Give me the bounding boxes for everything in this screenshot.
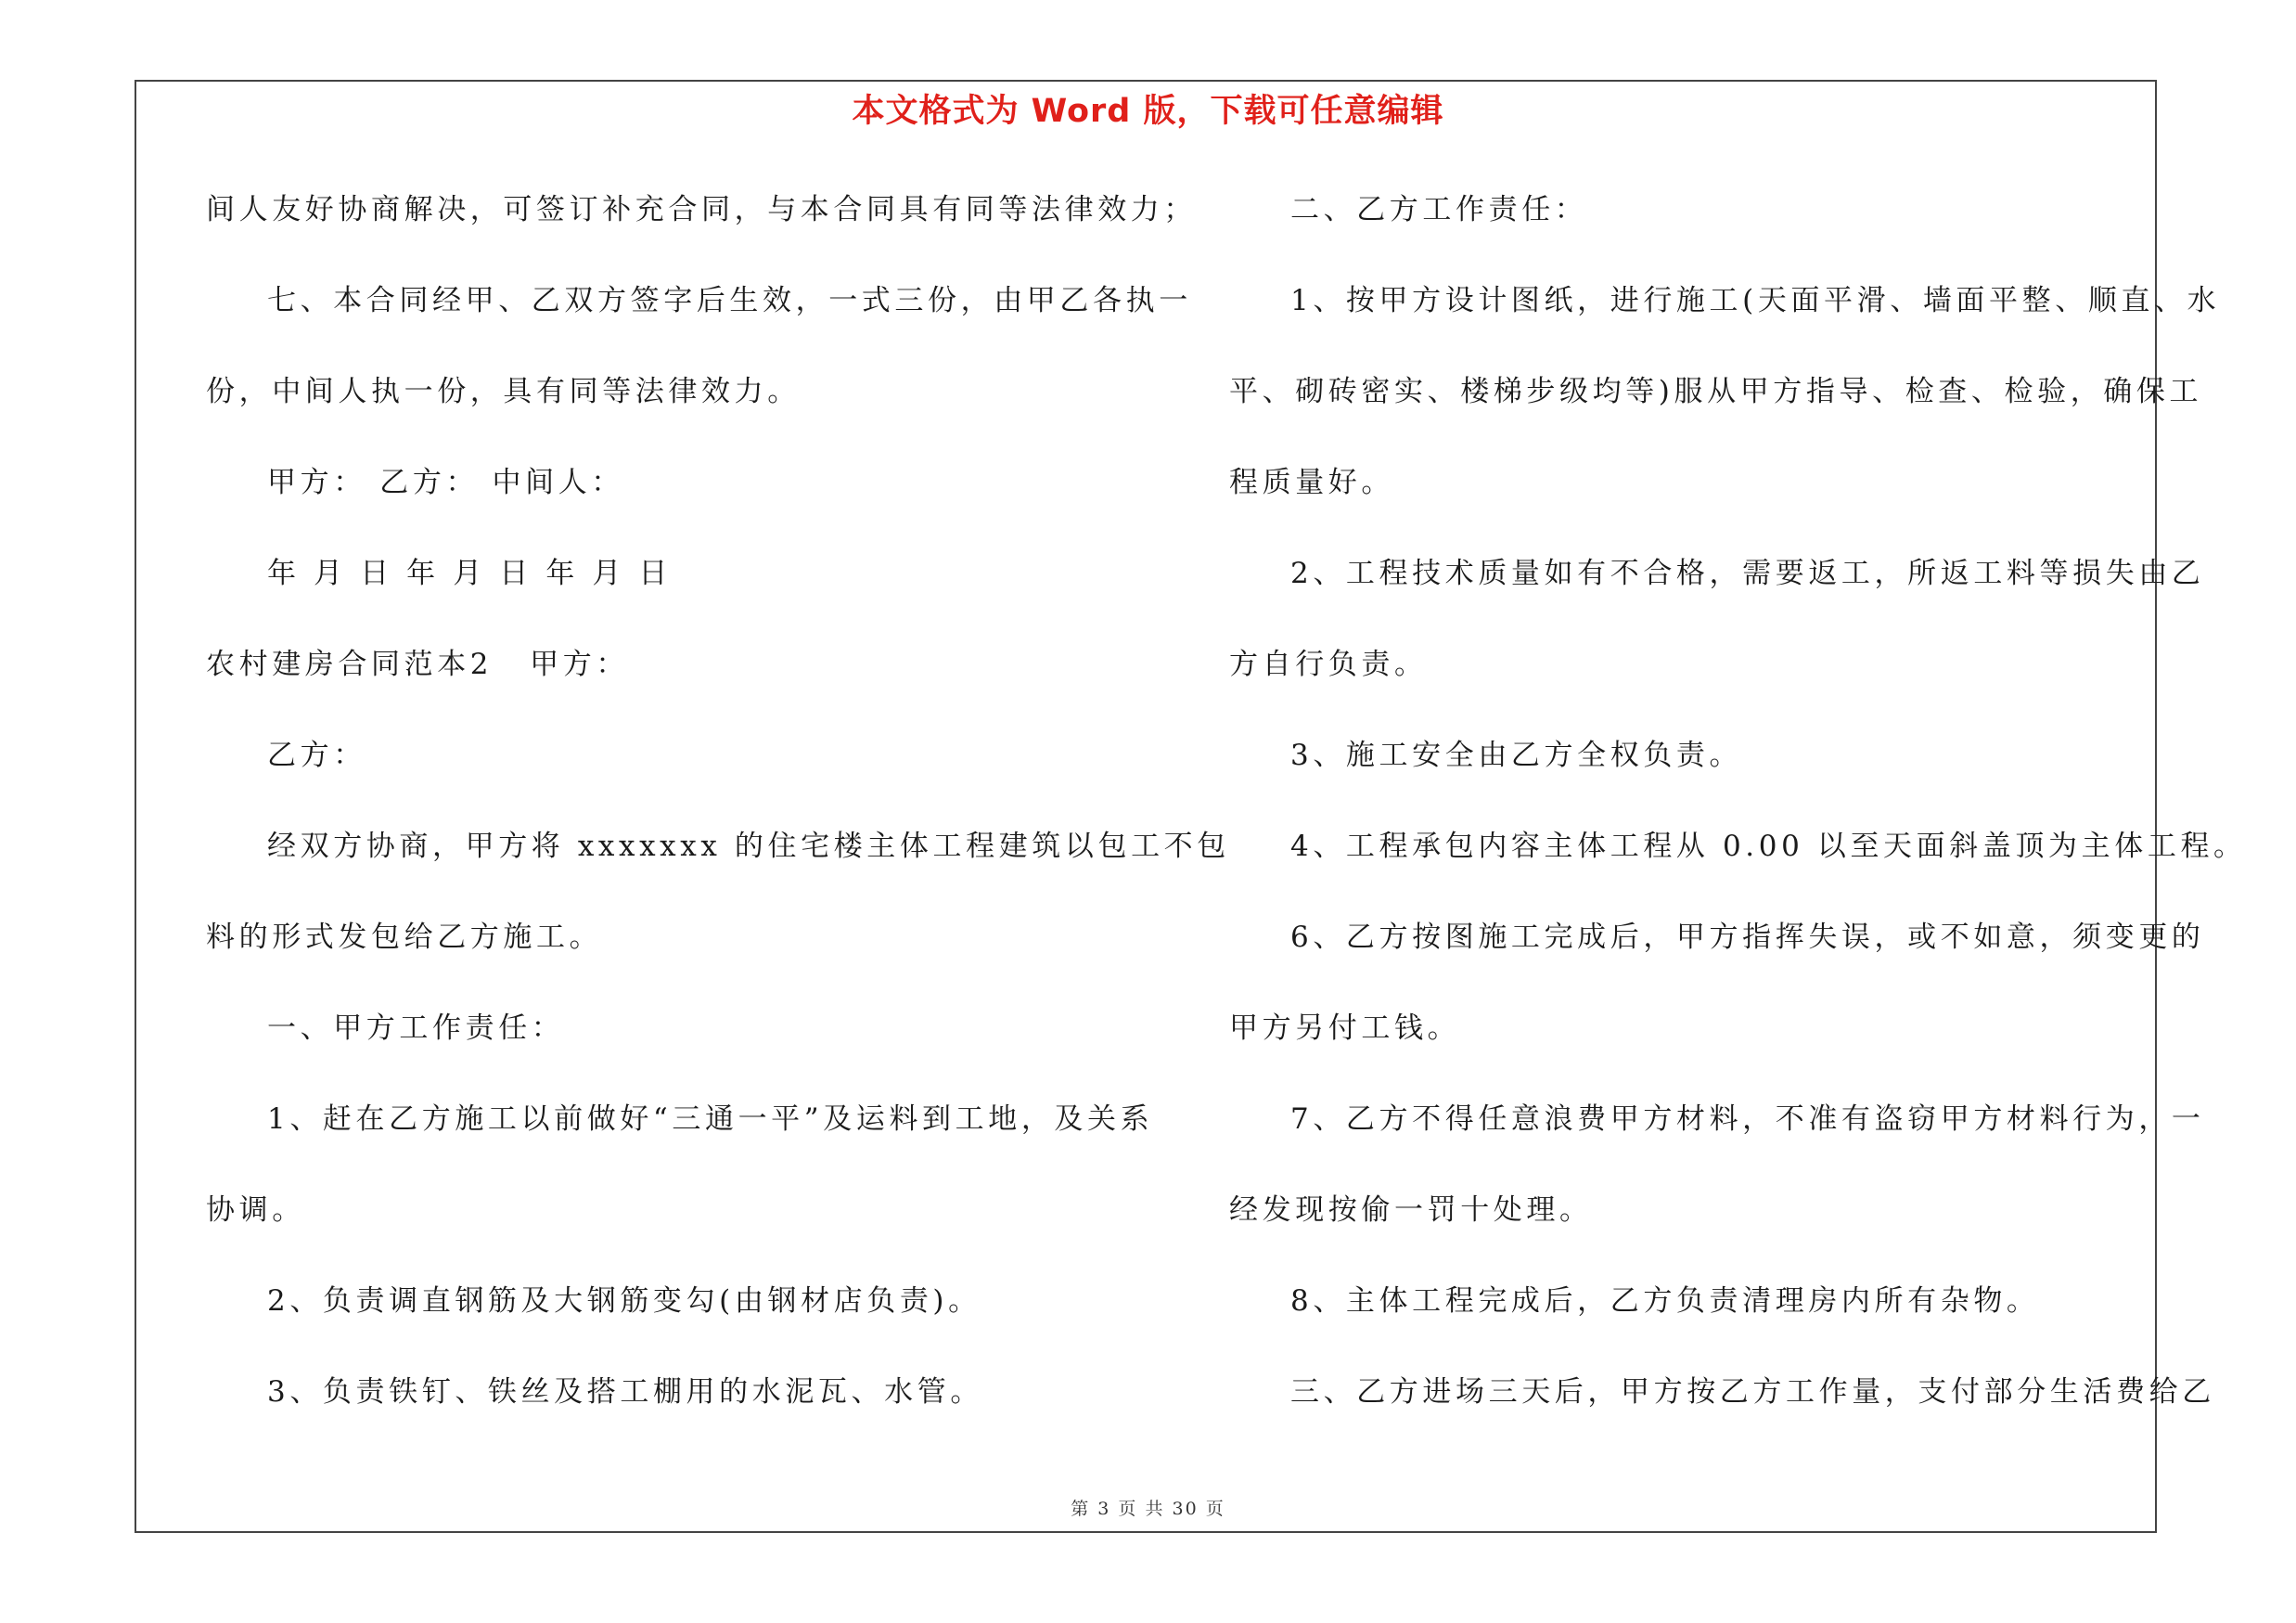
right-line-text: 8、主体工程完成后，乙方负责清理房内所有杂物。 — [1290, 1284, 2040, 1318]
left-paragraph-line — [206, 1273, 1124, 1364]
right-paragraph-line — [1229, 637, 2157, 728]
left-paragraph-line — [206, 546, 1124, 637]
right-paragraph-line — [1229, 909, 2205, 1000]
left-paragraph-line — [206, 1000, 1124, 1091]
right-paragraph-line — [1229, 1273, 2157, 1364]
left-line-text: 一、甲方工作责任： — [267, 1011, 565, 1045]
left-line-text: 七、本合同经甲、乙双方签字后生效，一式三份，由甲乙各执一 — [267, 284, 1192, 317]
right-paragraph-line — [1229, 364, 2203, 455]
right-paragraph-line — [1229, 818, 2247, 909]
left-paragraph-line — [206, 637, 1124, 728]
left-line-text: 年 月 日 年 月 日 年 月 日 — [267, 557, 673, 590]
right-line-text: 7、乙方不得任意浪费甲方材料，不准有盗窃甲方材料行为，一 — [1290, 1102, 2205, 1136]
word-format-banner: 本文格式为 Word 版，下载可任意编辑 — [852, 93, 1444, 130]
right-paragraph-line — [1229, 1000, 2157, 1091]
left-paragraph-line — [206, 273, 1192, 364]
left-line-text: 乙方： — [267, 739, 366, 772]
left-line-text: 甲方： 乙方： 中间人： — [267, 466, 624, 499]
left-paragraph-line — [206, 1364, 1124, 1455]
right-paragraph-line — [1229, 182, 2157, 273]
page-number-footer: 第 3 页 共 30 页 — [1071, 1499, 1225, 1519]
right-paragraph-line — [1229, 546, 2205, 637]
right-line-text: 程质量好。 — [1229, 466, 1394, 499]
right-column — [1229, 182, 2247, 1455]
left-line-text: 间人友好协商解决，可签订补充合同，与本合同具有同等法律效力； — [206, 193, 1197, 226]
left-line-text: 3、负责铁钉、铁丝及搭工棚用的水泥瓦、水管。 — [267, 1375, 983, 1409]
left-line-text: 料的形式发包给乙方施工。 — [206, 921, 603, 954]
right-paragraph-line — [1229, 728, 2157, 818]
left-paragraph-line — [206, 728, 1124, 818]
left-paragraph-line — [206, 909, 1124, 1000]
left-line-text: 2、负责调直钢筋及大钢筋变勾(由钢材店负责)。 — [267, 1284, 981, 1318]
left-paragraph-line — [206, 182, 1197, 273]
right-paragraph-line — [1229, 1091, 2205, 1182]
left-paragraph-line — [206, 364, 1124, 455]
left-paragraph-line — [206, 1091, 1154, 1182]
left-line-text: 份，中间人执一份，具有同等法律效力。 — [206, 375, 801, 408]
right-line-text: 甲方另付工钱。 — [1229, 1011, 1461, 1045]
right-paragraph-line — [1229, 1364, 2215, 1455]
left-line-text: 1、赶在乙方施工以前做好“三通一平”及运料到工地，及关系 — [267, 1102, 1154, 1136]
right-line-text: 方自行负责。 — [1229, 648, 1428, 681]
right-line-text: 6、乙方按图施工完成后，甲方指挥失误，或不如意，须变更的 — [1290, 921, 2205, 954]
right-line-text: 2、工程技术质量如有不合格，需要返工，所返工料等损失由乙 — [1290, 557, 2205, 590]
left-line-text: 协调。 — [206, 1193, 305, 1227]
left-line-text: 农村建房合同范本2 — [206, 648, 494, 681]
left-paragraph-line — [206, 1182, 1124, 1273]
right-line-text: 3、施工安全由乙方全权负责。 — [1290, 739, 1743, 772]
left-column — [206, 182, 1230, 1455]
right-line-text: 1、按甲方设计图纸，进行施工(天面平滑、墙面平整、顺直、水 — [1290, 284, 2221, 317]
left-paragraph-line — [206, 818, 1230, 909]
right-line-text: 三、乙方进场三天后，甲方按乙方工作量，支付部分生活费给乙 — [1290, 1375, 2215, 1409]
right-line-text: 经发现按偷一罚十处理。 — [1229, 1193, 1593, 1227]
right-paragraph-line — [1229, 273, 2221, 364]
right-line-text: 平、砌砖密实、楼梯步级均等)服从甲方指导、检查、检验，确保工 — [1229, 375, 2203, 408]
left-line-text: 经双方协商，甲方将 xxxxxxx 的住宅楼主体工程建筑以包工不包 — [267, 830, 1230, 863]
right-line-text: 4、工程承包内容主体工程从 0.00 以至天面斜盖顶为主体工程。 — [1290, 830, 2247, 863]
left-line-extra-text: 甲方： — [530, 648, 629, 681]
left-paragraph-line — [206, 455, 1124, 546]
right-paragraph-line — [1229, 1182, 2157, 1273]
right-paragraph-line — [1229, 455, 2157, 546]
right-line-text: 二、乙方工作责任： — [1290, 193, 1588, 226]
